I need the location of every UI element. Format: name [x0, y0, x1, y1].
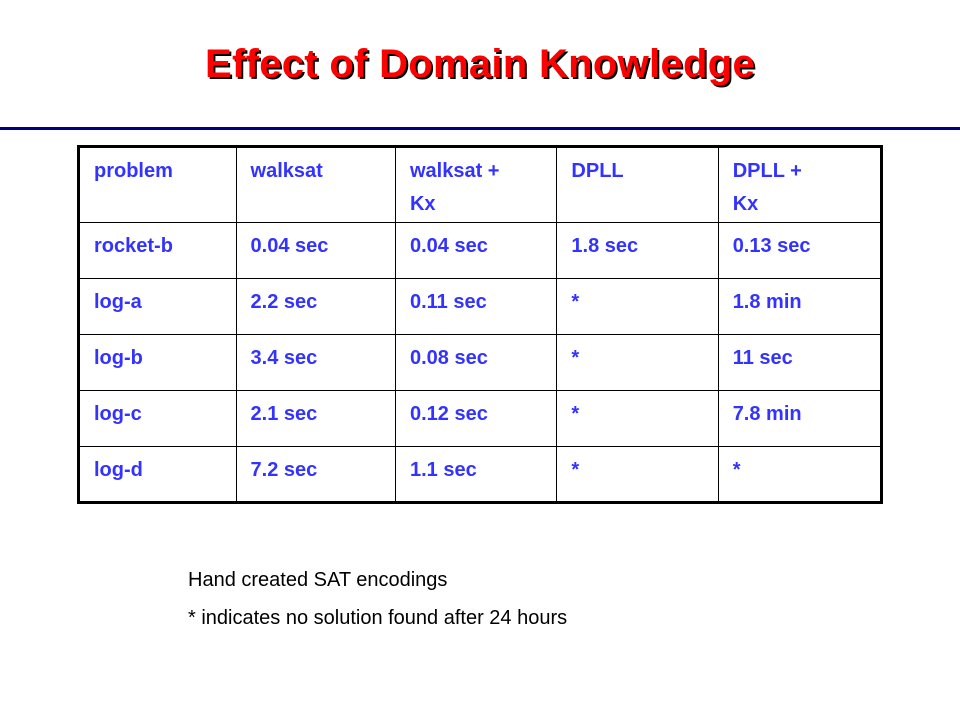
problem-name-cell: rocket-b: [79, 223, 237, 279]
table-row: [79, 335, 882, 391]
timing-cell: 11 sec: [718, 335, 881, 391]
column-header-line1: DPLL: [571, 160, 624, 182]
timing-cell: *: [557, 335, 718, 391]
table-row: [79, 279, 882, 335]
table-row: [79, 391, 882, 447]
title-divider: [0, 127, 960, 130]
column-header: [395, 147, 556, 223]
timing-cell: 7.8 min: [718, 391, 881, 447]
timing-cell: 7.2 sec: [236, 447, 395, 503]
timing-cell: *: [557, 447, 718, 503]
table-row: [79, 447, 882, 503]
problem-name-cell: log-b: [79, 335, 237, 391]
results-table-body: [79, 147, 882, 503]
notes: [188, 568, 567, 644]
timing-cell: 0.04 sec: [395, 223, 556, 279]
problem-name-cell: log-c: [79, 391, 237, 447]
timing-cell: 1.8 sec: [557, 223, 718, 279]
column-header-line1: problem: [94, 160, 173, 182]
column-header: [79, 147, 237, 223]
timing-cell: *: [718, 447, 881, 503]
timing-cell: 1.1 sec: [395, 447, 556, 503]
table-header-row: [79, 147, 882, 223]
timing-cell: 0.13 sec: [718, 223, 881, 279]
column-header-line2: Kx: [732, 193, 759, 215]
column-header-line1: walksat +: [409, 160, 500, 182]
table-row: [79, 223, 882, 279]
note-no-solution: * indicates no solution found after 24 hours: [188, 607, 568, 629]
timing-cell: *: [557, 391, 718, 447]
column-header-line2: Kx: [409, 193, 436, 215]
column-header: [557, 147, 718, 223]
column-header: [236, 147, 395, 223]
timing-cell: *: [557, 279, 718, 335]
timing-cell: 0.08 sec: [395, 335, 556, 391]
timing-cell: 0.12 sec: [395, 391, 556, 447]
note-encodings: Hand created SAT encodings: [188, 569, 448, 591]
timing-cell: 2.2 sec: [236, 279, 395, 335]
slide-title: Effect of Domain Knowledge: [204, 42, 756, 86]
column-header: [718, 147, 881, 223]
timing-cell: 0.11 sec: [395, 279, 556, 335]
column-header-line1: walksat: [250, 160, 323, 182]
problem-name-cell: log-d: [79, 447, 237, 503]
timing-cell: 3.4 sec: [236, 335, 395, 391]
column-header-line1: DPLL +: [732, 160, 802, 182]
timing-cell: 0.04 sec: [236, 223, 395, 279]
timing-cell: 2.1 sec: [236, 391, 395, 447]
problem-name-cell: log-a: [79, 279, 237, 335]
timing-cell: 1.8 min: [718, 279, 881, 335]
results-table: [77, 145, 883, 504]
